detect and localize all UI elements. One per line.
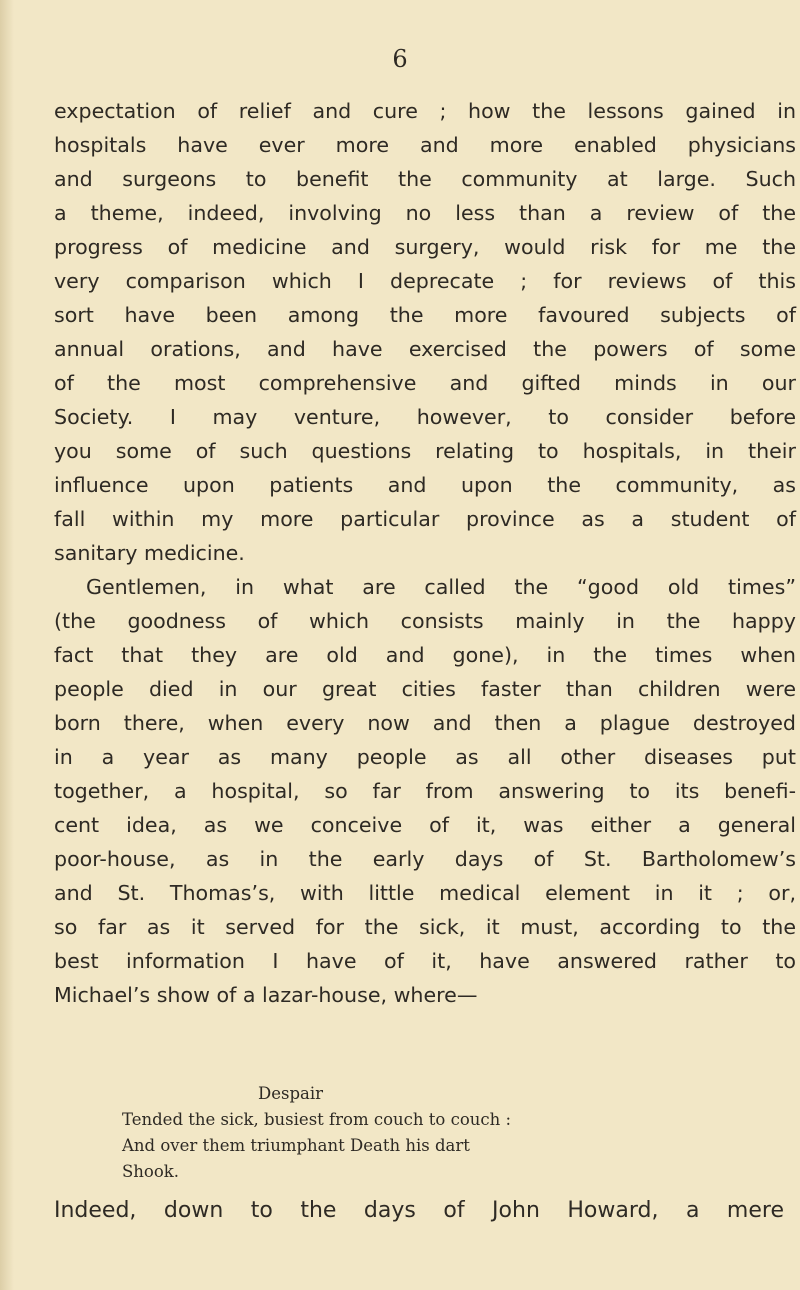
text-line: cent idea, as we conceive of it, was either a general	[54, 813, 796, 837]
text-line: annual orations, and have exercised the powers of some	[54, 337, 796, 361]
text-line: in a year as many people as all other diseases put	[54, 745, 796, 769]
text-line: sanitary medicine.	[54, 541, 245, 565]
text-line: and surgeons to benefit the community at large. Such	[54, 167, 796, 191]
verse-line: Despair	[258, 1084, 324, 1103]
page-gutter-shadow	[0, 0, 14, 1290]
text-line: born there, when every now and then a plague destroyed	[54, 711, 796, 735]
text-line: very comparison which I deprecate ; for reviews of this	[54, 269, 796, 293]
text-line: together, a hospital, so far from answering to its benefi-	[54, 779, 796, 803]
text-line: and St. Thomas’s, with little medical element in it ; or,	[54, 881, 796, 905]
verse-line: Tended the sick, busiest from couch to couch :	[122, 1110, 512, 1129]
text-line: Michael’s show of a lazar-house, where—	[54, 983, 478, 1007]
text-line: of the most comprehensive and gifted minds in our	[54, 371, 796, 395]
text-line: expectation of relief and cure ; how the lessons gained in	[54, 99, 796, 123]
text-line: best information I have of it, have answered rather to	[54, 949, 796, 973]
page-number: 6	[392, 45, 408, 73]
text-line: sort have been among the more favoured subjects of	[54, 303, 796, 327]
paragraph-1	[54, 94, 796, 570]
verse-line: And over them triumphant Death his dart	[122, 1136, 470, 1155]
text-line: Indeed, down to the days of John Howard, a mere	[54, 1198, 784, 1223]
text-line: Society. I may venture, however, to consider before	[54, 405, 796, 429]
text-line: (the goodness of which consists mainly in the happy	[54, 609, 796, 633]
verse-quotation	[122, 1081, 722, 1185]
text-line: progress of medicine and surgery, would risk for me the	[54, 235, 796, 259]
text-line: fall within my more particular province as a student of	[54, 507, 796, 531]
text-line: poor-house, as in the early days of St. Bartholomew’s	[54, 847, 796, 871]
verse-line: Shook.	[122, 1162, 180, 1181]
text-line: Gentlemen, in what are called the “good old times”	[86, 575, 796, 599]
text-line: influence upon patients and upon the community, as	[54, 473, 796, 497]
text-line: fact that they are old and gone), in the times when	[54, 643, 796, 667]
paragraph-3	[54, 1194, 784, 1228]
body-text	[54, 94, 796, 1012]
text-line: people died in our great cities faster than children were	[54, 677, 796, 701]
text-line: you some of such questions relating to hospitals, in their	[54, 439, 796, 463]
paragraph-2	[54, 570, 796, 1012]
text-line: a theme, indeed, involving no less than a review of the	[54, 201, 796, 225]
text-line: so far as it served for the sick, it must, according to the	[54, 915, 796, 939]
text-line: hospitals have ever more and more enabled physicians	[54, 133, 796, 157]
